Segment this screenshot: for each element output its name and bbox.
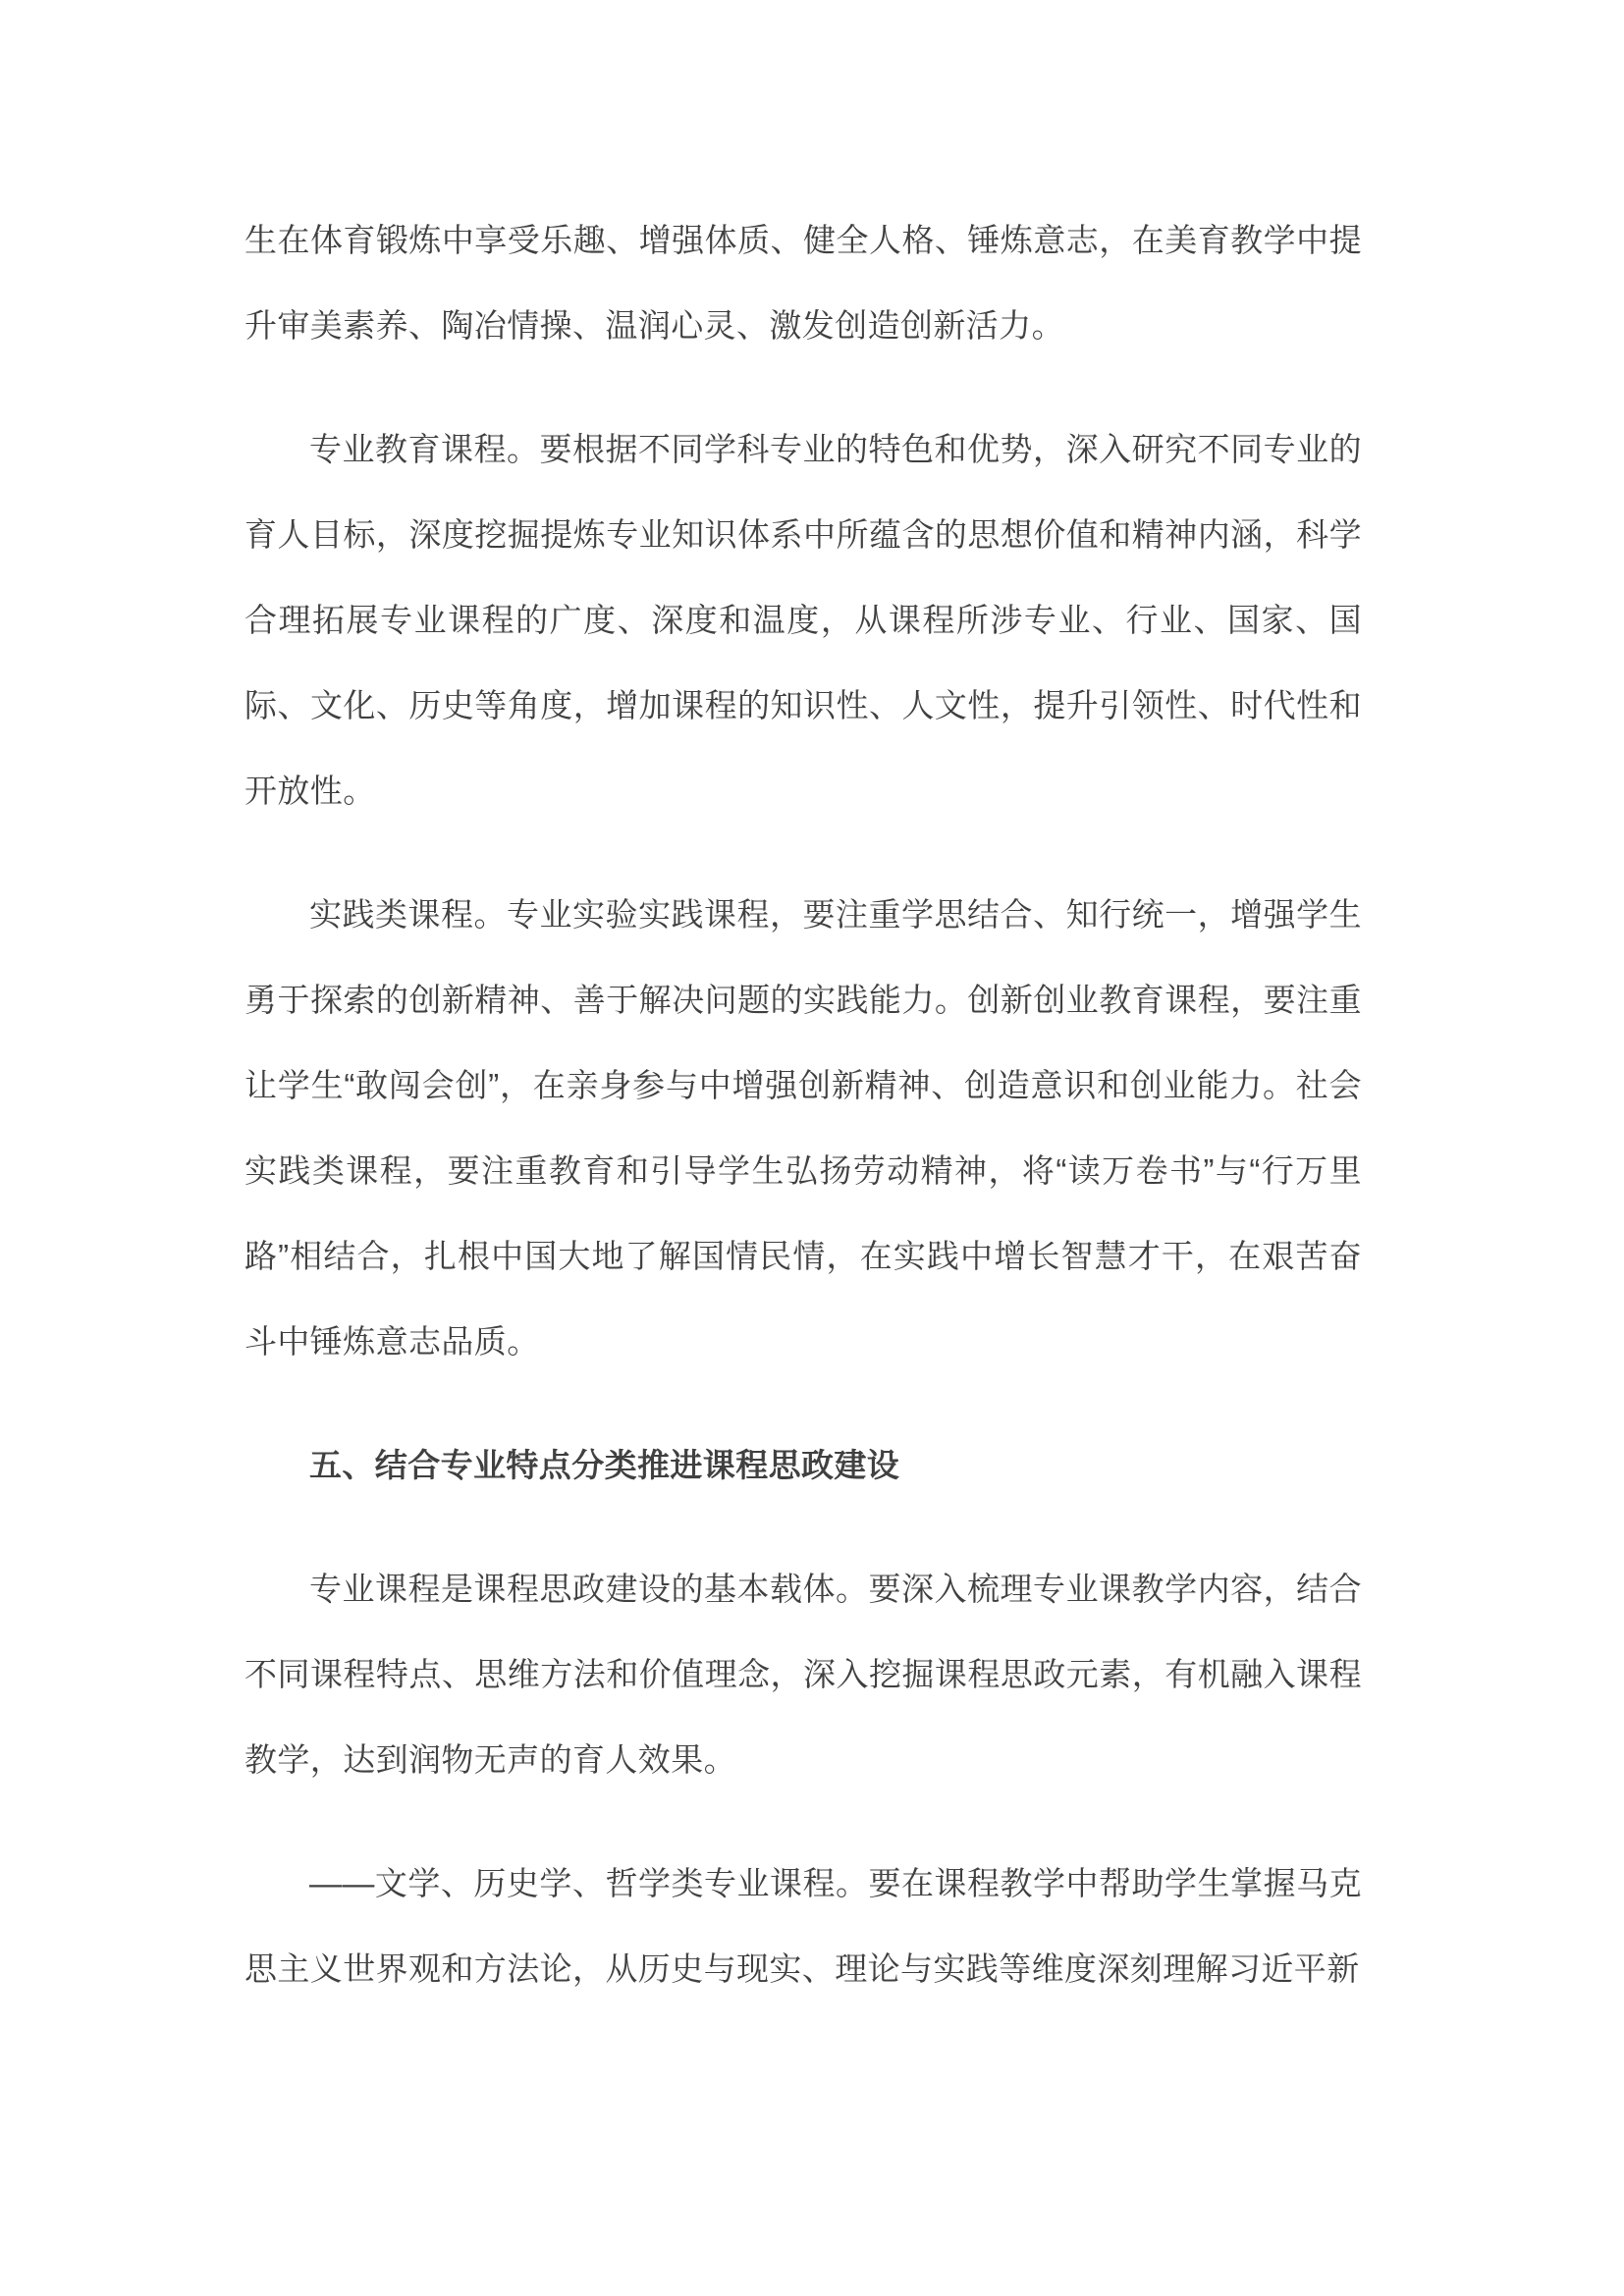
paragraph: 专业课程是课程思政建设的基本载体。要深入梳理专业课教学内容，结合不同课程特点、思维方法和价值理念，深入挖掘课程思政元素，有机融入课程教学，达到润物无声的育人效果。 bbox=[244, 1571, 1362, 1778]
paragraph: 生在体育锻炼中享受乐趣、增强体质、健全人格、锤炼意志，在美育教学中提升审美素养、陶冶情操、温润心灵、激发创造创新活力。 bbox=[244, 222, 1362, 344]
document-body bbox=[244, 197, 1362, 2011]
paragraph: 专业教育课程。要根据不同学科专业的特色和优势，深入研究不同专业的育人目标，深度挖掘提炼专业知识体系中所蕴含的思想价值和精神内涵，科学合理拓展专业课程的广度、深度和温度，从课程所涉专业、行业、国家、国际、文化、历史等角度，增加课程的知识性、人文性，提升引领性、时代性和开放性。 bbox=[244, 431, 1362, 809]
paragraph: 实践类课程。专业实验实践课程，要注重学思结合、知行统一，增强学生勇于探索的创新精神、善于解决问题的实践能力。创新创业教育课程，要注重让学生“敢闯会创”，在亲身参与中增强创新精神、创造意识和创业能力。社会实践类课程，要注重教育和引导学生弘扬劳动精神，将“读万卷书”与“行万里路”相结合，扎根中国大地了解国情民情，在实践中增长智慧才干，在艰苦奋斗中锤炼意志品质。 bbox=[244, 896, 1362, 1360]
paragraph: ——文学、历史学、哲学类专业课程。要在课程教学中帮助学生掌握马克思主义世界观和方法论，从历史与现实、理论与实践等维度深刻理解习近平新 bbox=[244, 1865, 1362, 1987]
section-heading: 五、结合专业特点分类推进课程思政建设 bbox=[309, 1447, 900, 1483]
